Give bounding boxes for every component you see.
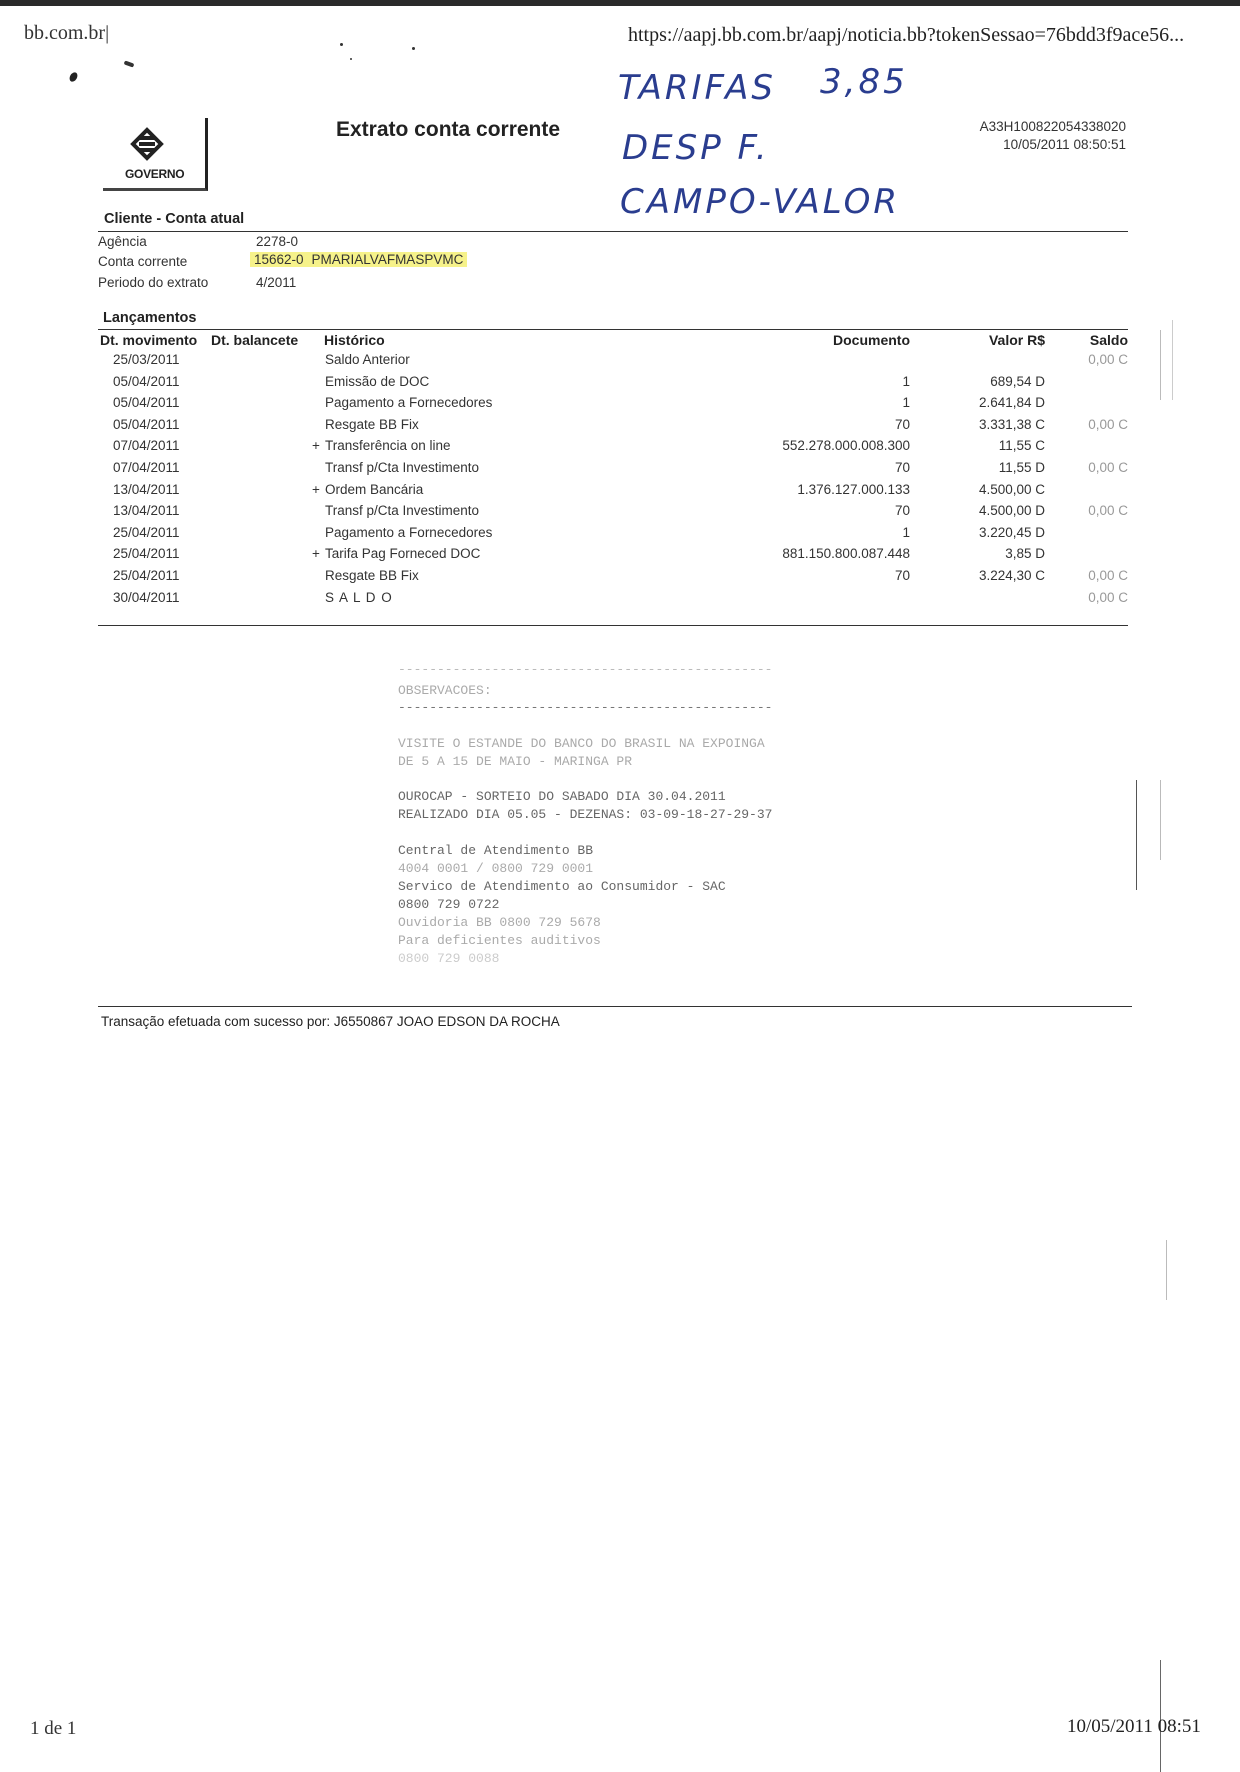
row-historico: S A L D O [325, 589, 393, 605]
col-saldo: Saldo [1089, 332, 1128, 348]
handwriting-line1: TARIFAS [618, 68, 776, 108]
row-date: 05/04/2011 [113, 395, 180, 411]
row-plus: + [312, 546, 320, 562]
divider [98, 1006, 1132, 1007]
row-documento: 70 [894, 460, 910, 475]
agencia-value: 2278-0 [256, 234, 299, 249]
row-documento: 1 [902, 524, 910, 540]
scan-artifact [1166, 1240, 1167, 1300]
row-plus: + [312, 481, 320, 497]
row-historico: Ordem Bancária [325, 481, 424, 497]
bank-logo [103, 118, 208, 191]
row-historico: Pagamento a Fornecedores [325, 524, 493, 540]
row-date: 25/04/2011 [113, 568, 180, 583]
conta-number: 15662-0 [250, 252, 308, 267]
table-row [0, 525, 1240, 546]
row-date: 25/03/2011 [113, 352, 180, 367]
obs-title: OBSERVACOES: [398, 683, 492, 698]
browser-url: https://aapj.bb.com.br/aapj/noticia.bb?tokenSessao=76bdd3f9ace56... [628, 24, 1185, 46]
row-valor: 11,55 D [998, 460, 1045, 475]
row-documento: 70 [894, 503, 910, 519]
row-valor: 2.641,84 D [978, 395, 1045, 411]
agencia-label: Agência [98, 234, 147, 249]
row-historico: Transf p/Cta Investimento [325, 503, 480, 519]
lancamentos-title: Lançamentos [103, 310, 197, 326]
scan-artifact [1172, 320, 1173, 400]
row-documento: 881.150.800.087.448 [782, 546, 910, 562]
row-plus: + [312, 438, 320, 454]
periodo-value: 4/2011 [256, 275, 297, 290]
periodo-label: Periodo do extrato [98, 275, 209, 290]
row-historico: Transf p/Cta Investimento [325, 460, 480, 475]
obs-line: 0800 729 0722 [398, 897, 500, 912]
client-section-title: Cliente - Conta atual [104, 211, 245, 227]
col-documento: Documento [833, 332, 910, 348]
row-date: 07/04/2011 [113, 460, 180, 475]
divider [98, 231, 1128, 232]
row-valor: 3.220,45 D [978, 524, 1045, 540]
divider [98, 625, 1128, 626]
row-date: 05/04/2011 [113, 416, 180, 432]
row-historico: Transferência on line [325, 438, 451, 454]
table-row [0, 503, 1240, 524]
obs-line: VISITE O ESTANDE DO BANCO DO BRASIL NA EXPOINGA [398, 736, 765, 751]
row-date: 25/04/2011 [113, 524, 180, 540]
row-documento: 552.278.000.008.300 [782, 438, 910, 454]
row-documento: 1.376.127.000.133 [797, 481, 910, 497]
table-row [0, 546, 1240, 567]
row-date: 25/04/2011 [113, 546, 180, 562]
row-saldo: 0,00 C [1088, 503, 1128, 519]
row-historico: Resgate BB Fix [325, 568, 419, 583]
row-saldo: 0,00 C [1088, 460, 1128, 475]
table-row [0, 568, 1240, 589]
obs-line: Para deficientes auditivos [398, 933, 601, 948]
table-row [0, 374, 1240, 395]
obs-mid-dashes: ------------------------------------------------ [398, 700, 773, 715]
row-date: 30/04/2011 [113, 589, 180, 605]
scan-artifact [1160, 780, 1161, 860]
row-valor: 4.500,00 C [978, 481, 1045, 497]
obs-top-dashes: ------------------------------------------------ [398, 662, 773, 677]
row-historico: Saldo Anterior [325, 352, 410, 367]
row-valor: 689,54 D [990, 373, 1045, 389]
row-date: 05/04/2011 [113, 373, 180, 389]
document-timestamp: 10/05/2011 08:50:51 [1003, 137, 1126, 152]
scan-speck [68, 71, 79, 83]
conta-label: Conta corrente [98, 254, 188, 269]
bb-logo-icon [127, 124, 167, 173]
row-documento: 1 [902, 395, 910, 411]
conta-name: PMARIALVAFMASPVMC [308, 252, 468, 267]
table-row [0, 352, 1240, 373]
scan-top-edge [0, 0, 1240, 6]
row-valor: 3,85 D [1005, 546, 1045, 562]
scan-speck [340, 43, 343, 46]
col-valor: Valor R$ [988, 332, 1045, 348]
row-saldo: 0,00 C [1088, 589, 1128, 605]
row-saldo: 0,00 C [1088, 568, 1128, 583]
obs-line: 0800 729 0088 [398, 951, 500, 966]
browser-left-text: bb.com.br| [24, 22, 110, 44]
obs-line: DE 5 A 15 DE MAIO - MARINGA PR [398, 754, 633, 769]
row-historico: Emissão de DOC [325, 373, 430, 389]
page-number: 1 de 1 [30, 1718, 77, 1739]
page-timestamp: 10/05/2011 08:51 [1067, 1716, 1201, 1737]
table-row [0, 395, 1240, 416]
row-valor: 3.224,30 C [978, 568, 1045, 583]
conta-value [250, 252, 467, 267]
row-documento: 1 [902, 373, 910, 389]
table-row [0, 417, 1240, 438]
transaction-footer: Transação efetuada com sucesso por: J6550867 JOAO EDSON DA ROCHA [101, 1014, 560, 1029]
col-historico: Histórico [324, 332, 385, 348]
scan-artifact [1160, 330, 1161, 400]
obs-line: Ouvidoria BB 0800 729 5678 [398, 915, 601, 930]
row-documento: 70 [894, 416, 910, 432]
handwriting-line3: CAMPO-VALOR [620, 182, 900, 222]
row-date: 13/04/2011 [113, 503, 180, 519]
handwriting-line1-value: 3,85 [820, 62, 908, 102]
row-historico: Resgate BB Fix [325, 416, 419, 432]
table-row [0, 438, 1240, 459]
table-row [0, 590, 1240, 611]
scan-speck [412, 47, 415, 50]
lancamentos-table [0, 352, 1240, 617]
scan-speck [350, 58, 352, 60]
row-valor: 11,55 C [998, 438, 1045, 454]
obs-line: OUROCAP - SORTEIO DO SABADO DIA 30.04.2011 [398, 789, 726, 804]
document-code: A33H100822054338020 [979, 119, 1126, 134]
obs-line: Central de Atendimento BB [398, 843, 594, 858]
row-date: 07/04/2011 [113, 438, 180, 454]
document-title: Extrato conta corrente [336, 118, 561, 141]
obs-line: REALIZADO DIA 05.05 - DEZENAS: 03-09-18-27-29-37 [398, 807, 773, 822]
row-documento: 70 [894, 568, 910, 583]
logo-label: GOVERNO [125, 167, 185, 181]
row-valor: 3.331,38 C [978, 416, 1045, 432]
row-valor: 4.500,00 D [978, 503, 1045, 519]
row-saldo: 0,00 C [1088, 416, 1128, 432]
col-dt-balancete: Dt. balancete [211, 332, 299, 348]
divider [98, 329, 1128, 330]
obs-line: 4004 0001 / 0800 729 0001 [398, 861, 594, 876]
table-row [0, 482, 1240, 503]
obs-line: Servico de Atendimento ao Consumidor - SAC [398, 879, 726, 894]
row-saldo: 0,00 C [1088, 352, 1128, 367]
scan-artifact [1136, 780, 1137, 890]
row-historico: Pagamento a Fornecedores [325, 395, 493, 411]
table-row [0, 460, 1240, 481]
scan-speck [124, 60, 135, 67]
row-date: 13/04/2011 [113, 481, 180, 497]
col-dt-movimento: Dt. movimento [100, 332, 198, 348]
row-historico: Tarifa Pag Forneced DOC [325, 546, 481, 562]
handwriting-line2: DESP F. [622, 128, 770, 168]
